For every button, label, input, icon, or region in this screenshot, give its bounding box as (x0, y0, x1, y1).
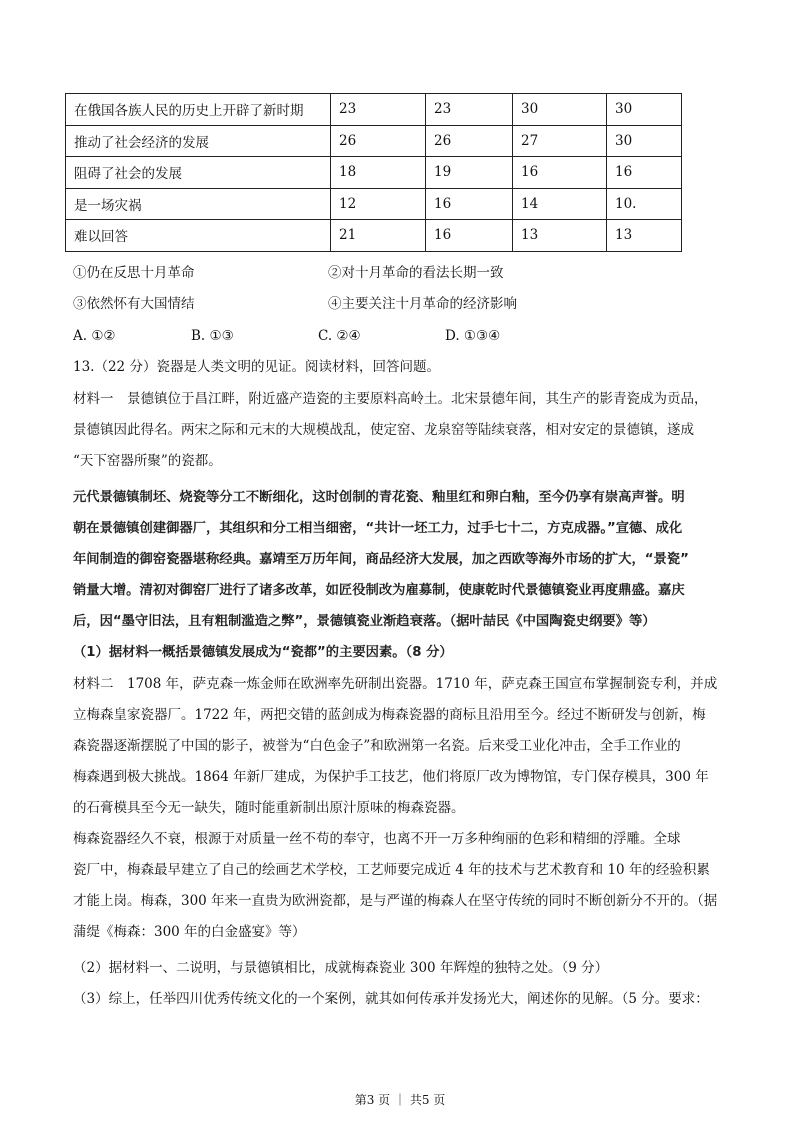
table-cell: 23 (331, 94, 426, 126)
table-cell: 27 (513, 125, 607, 157)
table-cell: 14 (513, 188, 607, 220)
table-cell: 13 (607, 220, 682, 252)
row-label: 是一场灾祸 (66, 188, 331, 220)
option-d: D. ①③④ (445, 328, 501, 344)
table-cell: 12 (331, 188, 426, 220)
question-13-header: 13.（22 分）瓷器是人类文明的见证。阅读材料，回答问题。 (73, 359, 440, 375)
table-cell: 30 (607, 94, 682, 126)
material-2-continued-line: 瓷厂中，梅森最早建立了自己的绘画艺术学校，工艺师要完成近 4 年的技术与艺术教育和 10 年的经验积累 (73, 862, 710, 878)
table-cell: 23 (426, 94, 513, 126)
statement-1: ①仍在反思十月革命 (73, 265, 195, 281)
material-1-bold-line: 后，因“墨守旧法，且有粗制滥造之弊”，景德镇瓷业渐趋衰落。（据叶喆民《中国陶瓷史纲要》等） (73, 614, 656, 629)
material-2-line: 梅森遇到极大挑战。1864 年新厂建成，为保护手工技艺，他们将原厂改为博物馆，专门保存模具，300 年 (73, 769, 709, 785)
table-cell: 13 (513, 220, 607, 252)
material-1-line: 材料一 景德镇位于昌江畔，附近盛产造瓷的主要原料高岭土。北宋景德年间，其生产的影青瓷成为贡品， (73, 391, 708, 407)
table-row (66, 220, 682, 252)
table-cell: 30 (607, 125, 682, 157)
material-2-line: 立梅森皇家瓷器厂。1722 年，两把交错的蓝剑成为梅森瓷器的商标且沿用至今。经过不断研发与创新，梅 (73, 707, 706, 723)
option-a: A. ①② (73, 328, 116, 344)
table-cell: 30 (513, 94, 607, 126)
table-cell: 16 (513, 157, 607, 189)
table-row (66, 94, 682, 126)
material-1-bold-line: 年间制造的御窑瓷器堪称经典。嘉靖至万历年间，商品经济大发展，加之西欧等海外市场的扩大，“景瓷” (73, 552, 689, 567)
material-1-bold-line: 元代景德镇制坯、烧瓷等分工不断细化，这时创制的青花瓷、釉里红和卵白釉，至今仍享有崇高声誉。明 (73, 490, 685, 505)
page-footer: 第3 页 ｜ 共5 页 (354, 1093, 446, 1107)
table-cell: 16 (607, 157, 682, 189)
material-2-line: 的石膏模具至今无一缺失，随时能重新制出原汁原味的梅森瓷器。 (73, 800, 465, 816)
material-2-line: 森瓷器逐渐摆脱了中国的影子，被誉为“白色金子”和欧洲第一名瓷。后来受工业化冲击，全手工作业的 (73, 738, 681, 754)
table-cell: 26 (331, 125, 426, 157)
table-cell: 18 (331, 157, 426, 189)
material-1-line: “天下窑器所聚”的瓷都。 (73, 453, 222, 469)
row-label: 推动了社会经济的发展 (66, 125, 331, 157)
material-2-line: 材料二 1708 年，萨克森一炼金师在欧洲率先研制出瓷器。1710 年，萨克森王国宣布掌握制瓷专利，并成 (73, 676, 718, 692)
material-1-bold-line: 销量大增。清初对御窑厂进行了诸多改革，如匠役制改为雇募制，使康乾时代景德镇瓷业再度鼎盛。嘉庆 (73, 583, 685, 598)
table-cell: 10. (607, 188, 682, 220)
table-cell: 26 (426, 125, 513, 157)
material-2-continued-line: 梅森瓷器经久不衰，根源于对质量一丝不苟的奉守，也离不开一万多种绚丽的色彩和精细的浮雕。全球 (73, 831, 681, 847)
row-label: 难以回答 (66, 220, 331, 252)
option-b: B. ①③ (191, 328, 234, 344)
material-1-bold-line: 朝在景德镇创建御器厂，其组织和分工相当细密，“共计一坯工力，过手七十二，方克成器。”宣德、成化 (73, 521, 683, 536)
statement-3: ③依然怀有大国情结 (73, 296, 195, 312)
statement-4: ④主要关注十月革命的经济影响 (328, 296, 517, 312)
option-c: C. ②④ (318, 328, 361, 344)
statement-2: ②对十月革命的看法长期一致 (328, 265, 504, 281)
table-row (66, 188, 682, 220)
row-label: 阻碍了社会的发展 (66, 157, 331, 189)
sub-question-1: （1）据材料一概括景德镇发展成为“瓷都”的主要因素。（8 分） (73, 645, 453, 660)
material-1-line: 景德镇因此得名。两宋之际和元末的大规模战乱，使定窑、龙泉窑等陆续衰落，相对安定的景德镇，遂成 (73, 422, 694, 438)
table-row (66, 125, 682, 157)
sub-question-3: （3）综上，任举四川优秀传统文化的一个案例，就其如何传承并发扬光大，阐述你的见解。（5 分。要求： (73, 991, 709, 1007)
table-row (66, 157, 682, 189)
survey-table (65, 93, 682, 252)
table-cell: 21 (331, 220, 426, 252)
row-label: 在俄国各族人民的历史上开辟了新时期 (66, 94, 331, 126)
table-cell: 16 (426, 188, 513, 220)
material-2-continued-line: 才能上岗。梅森，300 年来一直贵为欧洲瓷都，是与严谨的梅森人在坚守传统的同时不断创新分不开的。（据 (73, 893, 718, 909)
table-cell: 19 (426, 157, 513, 189)
material-2-continued-line: 蒲缇《梅森：300 年的白金盛宴》等） (73, 924, 306, 940)
table-cell: 16 (426, 220, 513, 252)
sub-question-2: （2）据材料一、二说明，与景德镇相比，成就梅森瓷业 300 年辉煌的独特之处。（9 分） (73, 960, 609, 976)
